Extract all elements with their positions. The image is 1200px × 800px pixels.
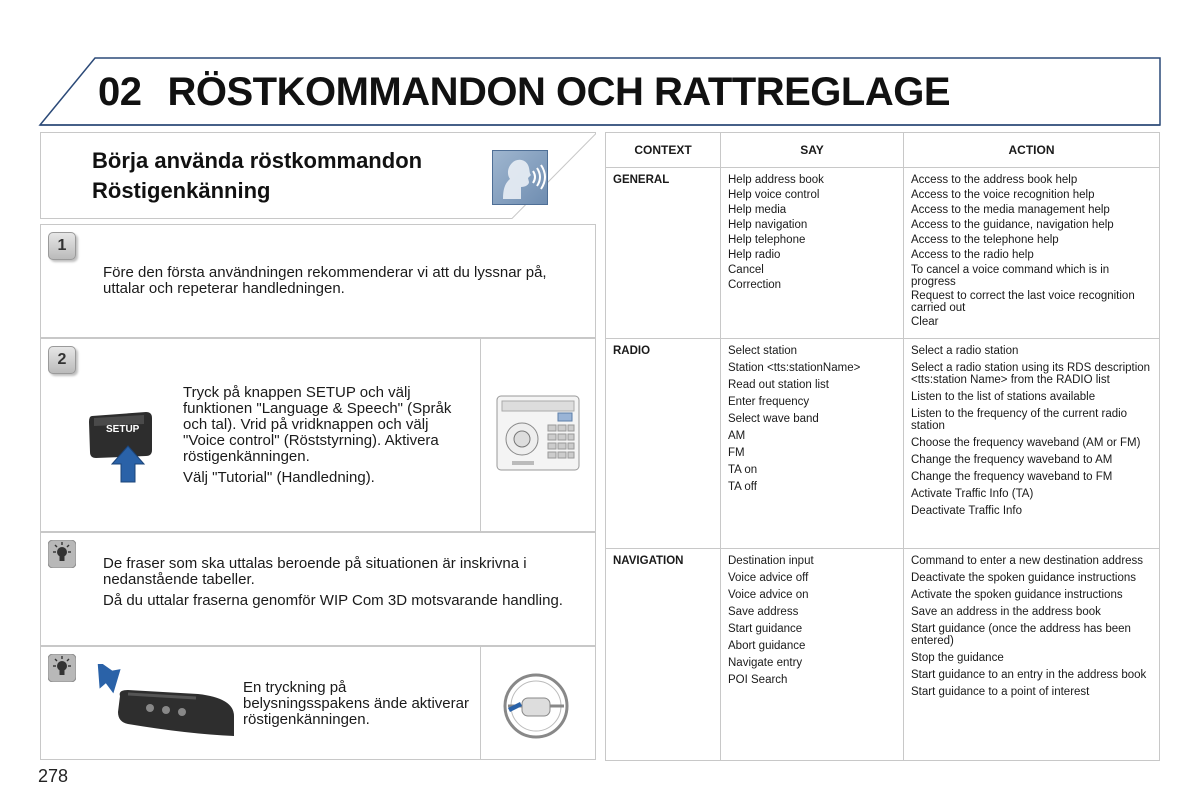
- say-cell: [721, 168, 904, 339]
- say-item: Cancel: [728, 264, 764, 276]
- column-header-action: ACTION: [904, 133, 1160, 168]
- action-item: Start guidance to a point of interest: [911, 686, 1090, 698]
- say-item: Select wave band: [728, 413, 819, 425]
- tip-1-paragraph-1: De fraser som ska uttalas beroende på situationen är inskrivna i nedanstående tabeller.: [103, 555, 527, 588]
- say-item: Help address book: [728, 174, 824, 186]
- step-2-paragraph-1: Tryck på knappen SETUP och välj funktionen "Language & Speech" (Språk och tal). Vrid på vridknappen och välj "Voice control" (Röststyrning). Aktivera röstigenkänningen.: [183, 384, 452, 465]
- action-item: Choose the frequency waveband (AM or FM): [911, 437, 1141, 449]
- action-item: Request to correct the last voice recognition carried out: [911, 290, 1135, 314]
- action-item: Change the frequency waveband to FM: [911, 471, 1113, 483]
- table-row-navigation: [606, 549, 1160, 761]
- action-cell: [904, 168, 1160, 339]
- action-item: Clear: [911, 316, 939, 328]
- action-item: Access to the telephone help: [911, 234, 1059, 246]
- say-item: Destination input: [728, 555, 814, 567]
- say-item: Voice advice off: [728, 572, 809, 584]
- context-cell: GENERAL: [606, 168, 721, 339]
- tip-1-text: [103, 556, 583, 614]
- setup-button-label: SETUP: [106, 424, 140, 435]
- action-item: Access to the address book help: [911, 174, 1078, 186]
- say-item: Station <tts:stationName>: [728, 362, 861, 374]
- action-item: Command to enter a new destination address: [911, 555, 1144, 567]
- action-item: Access to the radio help: [911, 249, 1034, 261]
- context-cell: RADIO: [606, 339, 721, 549]
- say-item: Help navigation: [728, 219, 808, 231]
- say-item: TA on: [728, 464, 758, 476]
- action-item: Deactivate Traffic Info: [911, 505, 1023, 517]
- action-item: To cancel a voice command which is in progress: [911, 264, 1110, 288]
- step-2-divider: [480, 338, 481, 532]
- say-cell: [721, 339, 904, 549]
- say-item: Select station: [728, 345, 798, 357]
- audio-panel-illustration: [496, 395, 580, 471]
- say-item: Correction: [728, 279, 782, 291]
- action-item: Activate the spoken guidance instructions: [911, 589, 1123, 601]
- action-item: Start guidance to an entry in the address book: [911, 669, 1147, 681]
- say-item: Read out station list: [728, 379, 830, 391]
- context-cell: NAVIGATION: [606, 549, 721, 761]
- say-item: Help radio: [728, 249, 781, 261]
- action-item: Access to the voice recognition help: [911, 189, 1095, 201]
- say-item: Help media: [728, 204, 787, 216]
- say-item: AM: [728, 430, 746, 442]
- voice-command-icon: [492, 150, 548, 205]
- action-item: Select a radio station using its RDS description <tts:station Name> from the RADIO list: [911, 362, 1151, 386]
- step-2-text: [183, 385, 473, 491]
- step-1-text: Före den första användningen rekommenderar vi att du lyssnar på, uttalar och repeterar handledningen.: [103, 264, 547, 297]
- lightbulb-icon: [48, 654, 76, 682]
- action-item: Access to the guidance, navigation help: [911, 219, 1114, 231]
- tip-2-text: En tryckning på belysningsspakens ände aktiverar röstigenkänningen.: [243, 679, 469, 728]
- action-item: Start guidance (once the address has been entered): [911, 623, 1131, 647]
- action-item: Listen to the list of stations available: [911, 391, 1096, 403]
- say-item: Save address: [728, 606, 799, 618]
- column-header-say: SAY: [721, 133, 904, 168]
- steering-wheel-illustration: [502, 672, 570, 740]
- action-item: Save an address in the address book: [911, 606, 1101, 618]
- action-cell: [904, 339, 1160, 549]
- action-item: Access to the media management help: [911, 204, 1110, 216]
- table-row-general: [606, 168, 1160, 339]
- section-subheading: Röstigenkänning: [92, 178, 271, 203]
- step-2-paragraph-2: Välj "Tutorial" (Handledning).: [183, 469, 375, 486]
- say-item: FM: [728, 447, 745, 459]
- say-item: Enter frequency: [728, 396, 810, 408]
- say-item: POI Search: [728, 674, 788, 686]
- action-item: Stop the guidance: [911, 652, 1004, 664]
- say-item: Help telephone: [728, 234, 806, 246]
- action-item: Listen to the frequency of the current radio station: [911, 408, 1128, 432]
- say-cell: [721, 549, 904, 761]
- tip-2-divider: [480, 646, 481, 760]
- say-item: Start guidance: [728, 623, 803, 635]
- page-number: 278: [38, 766, 69, 786]
- column-header-context: CONTEXT: [606, 133, 721, 168]
- step-2-badge: 2: [48, 346, 76, 374]
- say-item: Help voice control: [728, 189, 820, 201]
- chapter-title: [98, 70, 950, 115]
- voice-command-table: [605, 132, 1160, 761]
- action-item: Deactivate the spoken guidance instructions: [911, 572, 1137, 584]
- chapter-number: 02: [98, 70, 142, 114]
- lighting-stalk-illustration: [88, 664, 234, 742]
- say-item: Navigate entry: [728, 657, 803, 669]
- action-item: Change the frequency waveband to AM: [911, 454, 1113, 466]
- setup-button-illustration: [88, 410, 158, 485]
- say-item: Abort guidance: [728, 640, 806, 652]
- tip-1-paragraph-2: Då du uttalar fraserna genomför WIP Com 3D motsvarande handling.: [103, 592, 563, 609]
- action-cell: [904, 549, 1160, 761]
- table-header-row: [606, 133, 1160, 168]
- section-heading: Börja använda röstkommandon: [92, 148, 423, 173]
- action-item: Select a radio station: [911, 345, 1019, 357]
- say-item: TA off: [728, 481, 757, 493]
- action-item: Activate Traffic Info (TA): [911, 488, 1034, 500]
- lightbulb-icon: [48, 540, 76, 568]
- chapter-title-text: RÖSTKOMMANDON OCH RATTREGLAGE: [167, 70, 950, 114]
- say-item: Voice advice on: [728, 589, 809, 601]
- table-row-radio: [606, 339, 1160, 549]
- step-1-badge: 1: [48, 232, 76, 260]
